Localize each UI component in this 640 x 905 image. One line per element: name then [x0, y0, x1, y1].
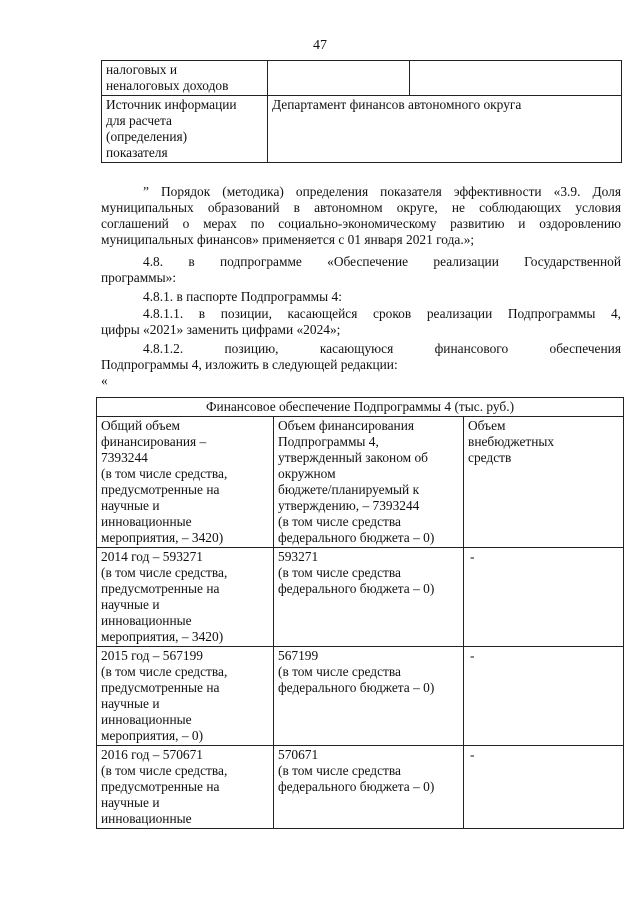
cell-line: 570671: [278, 747, 319, 762]
cell-line: для расчета: [106, 113, 172, 128]
cell-line: мероприятия, – 3420): [101, 629, 224, 644]
cell-line: Подпрограммы 4,: [278, 434, 379, 449]
table-cell: [97, 548, 274, 647]
table-cell: -: [464, 548, 624, 647]
cell-line: (в том числе средства,: [101, 763, 228, 778]
text-line: соглашений о мерах по социально-экономическому развитию и оздоровлению: [101, 216, 621, 232]
table-cell: Департамент финансов автономного округа: [268, 96, 622, 163]
cell-line: инновационные: [101, 613, 192, 628]
cell-line: 593271: [278, 549, 319, 564]
text-line: муниципальных образований в автономном округе, не соблюдающих условия: [101, 200, 621, 215]
cell-line: предусмотренные на: [101, 680, 220, 695]
note-line: [143, 184, 621, 200]
table-row: [97, 548, 624, 647]
table-cell: [97, 746, 274, 829]
cell-line: предусмотренные на: [101, 482, 220, 497]
cell-line: федерального бюджета – 0): [278, 530, 435, 545]
cell-line: финансирования –: [101, 434, 207, 449]
text-line: 4.8.1.1. в позиции, касающейся сроков реализации Подпрограммы 4,: [143, 306, 621, 321]
cell-line: (определения): [106, 129, 188, 144]
cell-line: мероприятия, – 3420): [101, 530, 224, 545]
cell-line: 2014 год – 593271: [101, 549, 203, 564]
cell-line: мероприятия, – 0): [101, 728, 204, 743]
cell-line: бюджете/планируемый к: [278, 482, 420, 497]
table-cell: [97, 647, 274, 746]
cell-line: Объем финансирования: [278, 418, 415, 433]
cell-line: 7393244: [101, 450, 148, 465]
open-quote: «: [101, 373, 108, 388]
cell-line: утвержденный законом об: [278, 450, 428, 465]
cell-line: (в том числе средства,: [101, 466, 228, 481]
table-title-row: [97, 398, 624, 417]
text-line: муниципальных финансов» применяется с 01 января 2021 года.»;: [101, 232, 475, 248]
table-row: [102, 96, 622, 163]
table-row: [97, 746, 624, 829]
table-cell: [274, 647, 464, 746]
cell-line: инновационные: [101, 514, 192, 529]
cell-line: Общий объем: [101, 418, 180, 433]
table-header-row: [97, 417, 624, 548]
cell-line: (в том числе средства,: [101, 565, 228, 580]
text-line: программы»:: [101, 270, 177, 285]
note-body: [101, 200, 621, 249]
cell-line: средств: [468, 450, 512, 465]
table-cell: [410, 61, 622, 96]
cell-line: научные и: [101, 597, 160, 612]
table-row: [97, 647, 624, 746]
text-line: цифры «2021» заменить цифрами «2024»;: [101, 322, 341, 337]
cell-line: неналоговых доходов: [106, 78, 229, 93]
cell-line: предусмотренные на: [101, 779, 220, 794]
cell-line: окружном: [278, 466, 336, 481]
cell-line: научные и: [101, 696, 160, 711]
cell-line: (в том числе средства: [278, 763, 401, 778]
cell-line: (в том числе средства: [278, 565, 401, 580]
text-line: ˮ Порядок (методика) определения показателя эффективности «3.9. Доля: [143, 184, 621, 199]
cell-line: утверждению, – 7393244: [278, 498, 420, 513]
table-cell: -: [464, 746, 624, 829]
finance-table: [96, 397, 624, 829]
table-cell: [274, 417, 464, 548]
cell-line: инновационные: [101, 811, 192, 826]
table-title: Финансовое обеспечение Подпрограммы 4 (тыс. руб.): [97, 398, 624, 417]
cell-line: 2015 год – 567199: [101, 648, 203, 663]
table-cell: [268, 61, 410, 96]
cell-line: (в том числе средства: [278, 514, 401, 529]
table-cell: [274, 548, 464, 647]
cell-line: научные и: [101, 498, 160, 513]
cell-line: предусмотренные на: [101, 581, 220, 596]
cell-line: 567199: [278, 648, 319, 663]
table-cell: [97, 417, 274, 548]
cell-line: Объем: [468, 418, 506, 433]
table-cell: [464, 417, 624, 548]
page-number: 47: [313, 38, 327, 53]
table-cell: [102, 96, 268, 163]
text-line: 4.8. в подпрограмме «Обеспечение реализации Государственной: [143, 254, 621, 269]
indicator-table: [101, 60, 622, 163]
cell-line: внебюджетных: [468, 434, 555, 449]
table-cell: [274, 746, 464, 829]
cell-line: федерального бюджета – 0): [278, 581, 435, 596]
cell-line: (в том числе средства: [278, 664, 401, 679]
cell-line: федерального бюджета – 0): [278, 680, 435, 695]
cell-line: 2016 год – 570671: [101, 747, 203, 762]
table-cell: -: [464, 647, 624, 746]
cell-line: налоговых и: [106, 62, 177, 77]
cell-line: показателя: [106, 145, 168, 160]
cell-line: Источник информации: [106, 97, 237, 112]
cell-line: научные и: [101, 795, 160, 810]
table-cell: [102, 61, 268, 96]
text-line: 4.8.1.2. позицию, касающуюся финансового обеспечения: [143, 341, 621, 356]
cell-line: (в том числе средства,: [101, 664, 228, 679]
table-row: [102, 61, 622, 96]
text-line: 4.8.1. в паспорте Подпрограммы 4:: [143, 289, 342, 304]
text-line: Подпрограммы 4, изложить в следующей редакции:: [101, 357, 398, 372]
cell-line: инновационные: [101, 712, 192, 727]
cell-line: федерального бюджета – 0): [278, 779, 435, 794]
